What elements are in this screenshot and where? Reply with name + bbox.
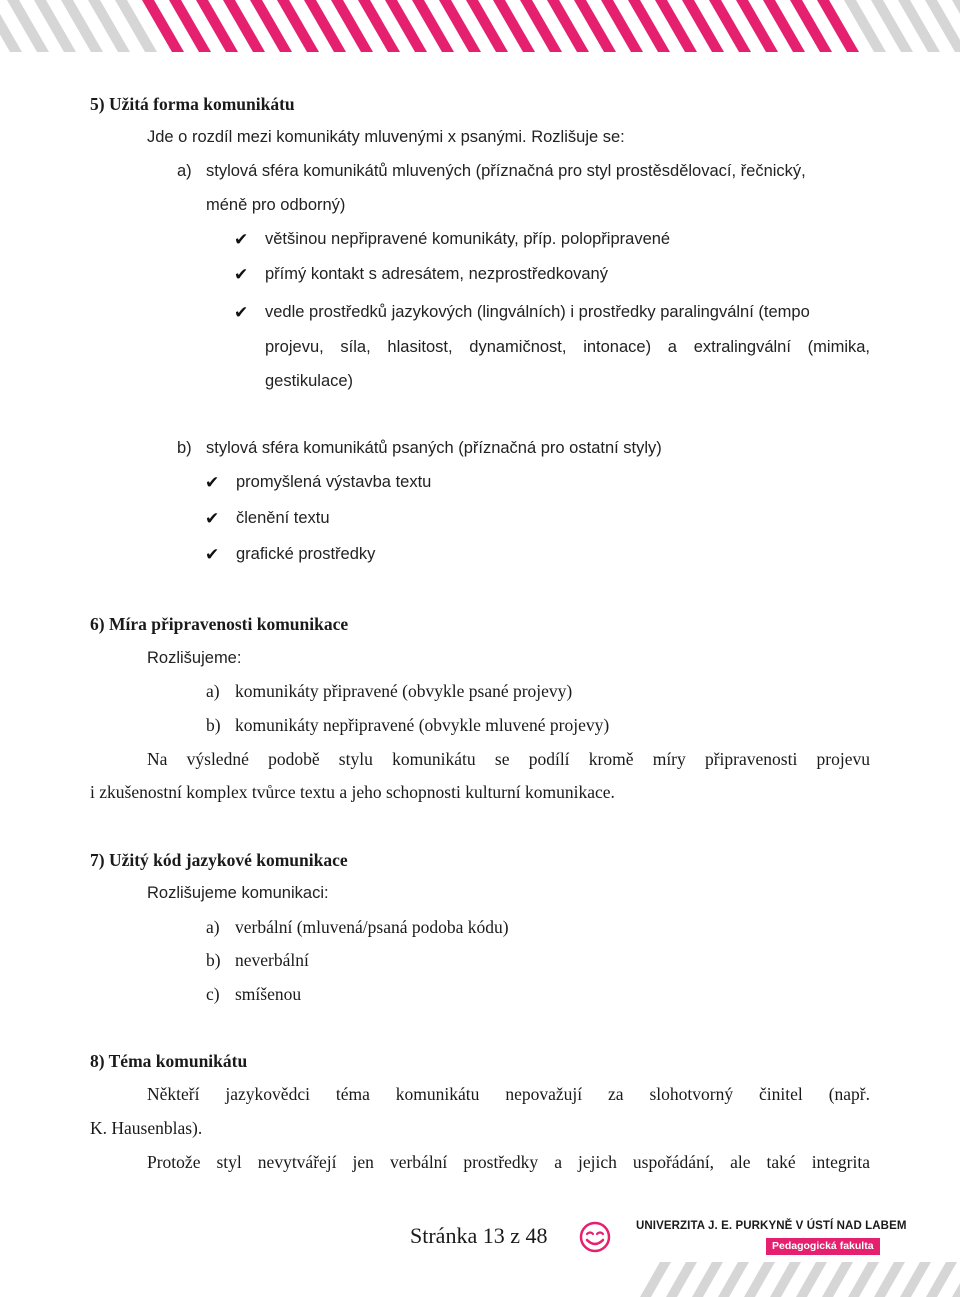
list-item: přímý kontakt s adresátem, nezprostředkovaný [265,265,608,283]
stripe [692,1262,723,1297]
section-8-paragraph: Někteří jazykovědci téma komunikátu nepovažují za slohotvorný činitel (např. [147,1084,870,1104]
list-marker: a) [206,681,220,701]
stripe [822,1262,853,1297]
checkmark-icon: ✔ [234,230,249,250]
list-item: grafické prostředky [236,545,376,563]
faculty-badge: Pedagogická fakulta [766,1238,880,1255]
list-marker: a) [177,162,192,180]
stripe [900,1262,931,1297]
section-5-heading: 5) Užitá forma komunikátu [90,94,295,114]
list-item: neverbální [235,950,309,970]
list-item: komunikáty připravené (obvykle psané projevy) [235,681,573,701]
stripe [926,1262,957,1297]
list-marker: c) [206,984,220,1004]
list-item: většinou nepřipravené komunikáty, příp. polopřipravené [265,230,671,248]
list-marker: b) [206,715,221,735]
stripe [744,1262,775,1297]
section-5-a-text: stylová sféra komunikátů mluvených (příznačná pro styl prostěsdělovací, řečnický, [206,162,806,180]
list-marker: b) [177,439,192,457]
list-item: členění textu [236,509,330,527]
section-7-heading: 7) Užitý kód jazykové komunikace [90,850,348,870]
checkmark-icon: ✔ [234,265,249,285]
list-item: smíšenou [235,984,302,1004]
section-8-heading: 8) Téma komunikátu [90,1051,248,1071]
stripe [796,1262,827,1297]
section-6-paragraph: Na výsledné podobě stylu komunikátu se podílí kromě míry připravenosti projevu [147,749,870,769]
section-5-b-text: stylová sféra komunikátů psaných (příznačná pro ostatní styly) [206,439,662,457]
section-7-intro: Rozlišujeme komunikaci: [147,884,329,902]
stripe [666,1262,697,1297]
section-8-paragraph-cont: K. Hausenblas). [90,1118,203,1138]
stripe [770,1262,801,1297]
list-marker: b) [206,950,221,970]
section-6-intro: Rozlišujeme: [147,649,242,667]
list-item: verbální (mluvená/psaná podoba kódu) [235,917,509,937]
list-item-cont: gestikulace) [265,372,354,390]
checkmark-icon: ✔ [205,545,220,565]
stripe [640,1262,671,1297]
checkmark-icon: ✔ [234,303,249,323]
list-item: komunikáty nepřipravené (obvykle mluvené projevy) [235,715,610,735]
list-item: vedle prostředků jazykových (lingválních) i prostředky paralingvální (tempo [265,303,810,321]
list-marker: a) [206,917,220,937]
checkmark-icon: ✔ [205,473,220,493]
header-stripes-decoration [0,0,960,52]
university-name: UNIVERZITA J. E. PURKYNĚ V ÚSTÍ NAD LABEM [636,1220,907,1232]
section-8-paragraph-2: Protože styl nevytvářejí jen verbální prostředky a jejich uspořádání, ale také integrita [147,1152,870,1172]
section-6-paragraph-cont: i zkušenostní komplex tvůrce textu a jeho schopnosti kulturní komunikace. [90,782,615,802]
footer-stripes-decoration [600,1262,960,1297]
section-6-heading: 6) Míra připravenosti komunikace [90,614,349,634]
section-5-a-text-cont: méně pro odborný) [206,196,346,214]
list-item-cont: projevu, síla, hlasitost, dynamičnost, intonace) a extralingvální (mimika, [265,338,870,356]
list-item: promyšlená výstavba textu [236,473,432,491]
checkmark-icon: ✔ [205,509,220,529]
page-number: Stránka 13 z 48 [410,1223,548,1248]
stripe [718,1262,749,1297]
stripe [874,1262,905,1297]
smiley-logo-icon [578,1220,612,1254]
section-5-intro: Jde o rozdíl mezi komunikáty mluvenými x psanými. Rozlišuje se: [147,128,625,146]
stripe [848,1262,879,1297]
